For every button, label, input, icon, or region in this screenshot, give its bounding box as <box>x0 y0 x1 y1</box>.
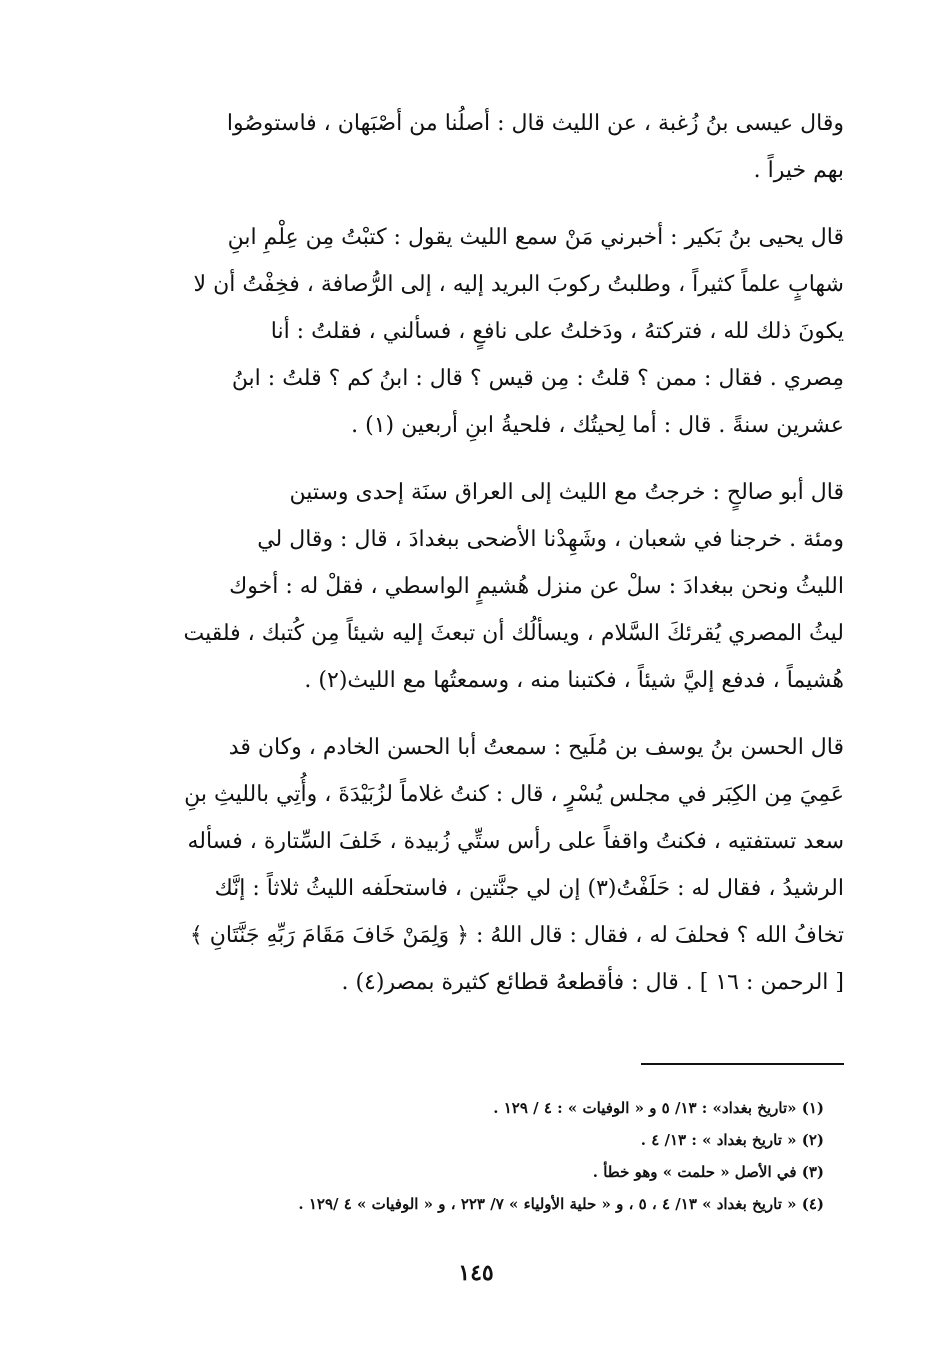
footnote-3: (٣) في الأصل « حلمت » وهو خطأ . <box>592 1163 824 1181</box>
footnote-divider <box>641 1063 844 1065</box>
text-line: بهم خيراً . <box>753 158 844 183</box>
footnote-4: (٤) « تاريخ بغداد » ١٣/ ٤ ، ٥ ، و « حلية الأولياء » ٧/ ٢٢٣ ، و « الوفيات » ٤ /١٢٩ . <box>298 1195 824 1213</box>
text-line: سعد تستفتيه ، فكنتُ واقفاً على رأس ستِّي زُبيدة ، خَلفَ السِّتارة ، فسأله <box>187 829 844 854</box>
footnote-1: (١) «تاريخ بغداد» : ١٣/ ٥ و « الوفيات » : ٤ / ١٢٩ . <box>493 1099 824 1117</box>
text-line: ومئة . خرجنا في شعبان ، وشَهِدْنا الأضحى ببغدادَ ، قال : وقال لي <box>257 527 844 552</box>
text-line: قال أبو صالحٍ : خرجتُ مع الليث إلى العراق سنَة إحدى وستين <box>289 480 844 505</box>
text-line: هُشيماً ، فدفع إليَّ شيئاً ، فكتبنا منه ، وسمعتُها مع الليث(٢) . <box>304 668 844 693</box>
text-line: الرشيدُ ، فقال له : حَلَفْتُ(٣) إن لي جنَّتين ، فاستحلَفه الليثُ ثلاثاً : إنَّك <box>214 876 844 901</box>
text-line: الليثُ ونحن ببغدادَ : سلْ عن منزل هُشيمٍ الواسطي ، فقلْ له : أخوك <box>229 574 844 599</box>
main-text <box>158 100 844 1006</box>
text-line: قال يحيى بنُ بَكير : أخبرني مَنْ سمع الليث يقول : كتبْتُ مِن عِلْمِ ابنِ <box>227 225 844 250</box>
footnote-2: (٢) « تاريخ بغداد » : ١٣/ ٤ . <box>640 1131 824 1149</box>
text-line: [ الرحمن : ١٦ ] . قال : فأقطعهُ قطائع كثيرة بمصر(٤) . <box>341 970 844 995</box>
text-line: شهابٍ علماً كثيراً ، وطلبتُ ركوبَ البريد إليه ، إلى الرُّصافة ، فخِفْتُ أن لا <box>193 272 844 297</box>
paragraph-2 <box>158 214 844 449</box>
paragraph-3 <box>158 469 844 704</box>
paragraph-4 <box>158 724 844 1006</box>
text-line: يكونَ ذلك لله ، فتركتهُ ، ودَخلتُ على نافعٍ ، فسألني ، فقلتُ : أنا <box>270 319 844 344</box>
page-number: ١٤٥ <box>458 1260 494 1286</box>
paragraph-1 <box>158 100 844 194</box>
text-line: مِصري . فقال : ممن ؟ قلتُ : مِن قيس ؟ قال : ابنُ كم ؟ قلتُ : ابنُ <box>231 366 844 391</box>
text-line: عشرين سنةً . قال : أما لِحيتُك ، فلحيةُ ابنِ أربعين (١) . <box>351 413 844 438</box>
text-line: ليثُ المصري يُقرئكَ السَّلام ، ويسألُك أن تبعثَ إليه شيئاً مِن كُتبك ، فلقيت <box>183 621 844 646</box>
text-line: عَمِيَ مِن الكِبَر في مجلس يُسْرٍ ، قال : كنتُ غلاماً لزُبَيْدَةَ ، وأُتِي بالليثِ بنِ <box>184 782 844 807</box>
text-line: قال الحسن بنُ يوسف بن مُلَيح : سمعتُ أبا الحسن الخادم ، وكان قد <box>228 735 844 760</box>
footnotes <box>158 1092 824 1220</box>
text-line: وقال عيسى بنُ زُغبة ، عن الليث قال : أصلُنا من أصْبَهان ، فاستوصُوا <box>226 111 844 136</box>
text-line: تخافُ الله ؟ فحلفَ له ، فقال : قال اللهُ : ﴿ وَلِمَنْ خَافَ مَقَامَ رَبِّهِ جَنَّتَانِ ﴾ <box>189 923 844 948</box>
